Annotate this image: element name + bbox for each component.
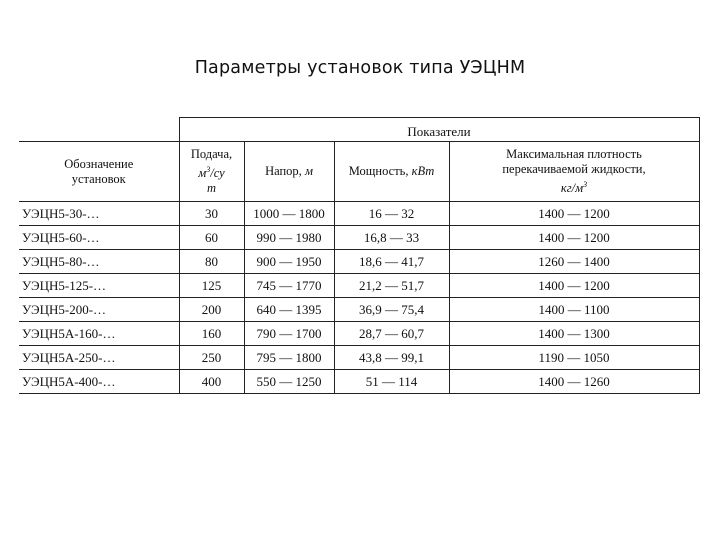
column-header-density bbox=[449, 142, 699, 202]
row-density: 1400 — 1260 bbox=[449, 370, 699, 394]
designation-label-line2: установок bbox=[71, 171, 126, 186]
designation-label-line1: Обозначение bbox=[64, 156, 134, 171]
row-flow: 400 bbox=[179, 370, 244, 394]
row-flow: 250 bbox=[179, 346, 244, 370]
table-row bbox=[19, 346, 699, 370]
group-header-row bbox=[19, 118, 699, 142]
row-head: 900 — 1950 bbox=[244, 250, 334, 274]
flow-label-line1: Подача, bbox=[190, 146, 233, 161]
row-designation: УЭЦН5-125-… bbox=[19, 274, 179, 298]
row-flow: 160 bbox=[179, 322, 244, 346]
row-power: 16 — 32 bbox=[334, 202, 449, 226]
row-density: 1400 — 1100 bbox=[449, 298, 699, 322]
density-label-line1: Максимальная плотность bbox=[506, 146, 642, 161]
row-designation: УЭЦН5А-160-… bbox=[19, 322, 179, 346]
row-head: 990 — 1980 bbox=[244, 226, 334, 250]
row-head: 745 — 1770 bbox=[244, 274, 334, 298]
row-density: 1400 — 1200 bbox=[449, 274, 699, 298]
row-head: 550 — 1250 bbox=[244, 370, 334, 394]
table-row bbox=[19, 298, 699, 322]
table-row bbox=[19, 250, 699, 274]
flow-label-line3: т bbox=[206, 181, 217, 196]
column-header-power: Мощность, кВт bbox=[334, 142, 449, 202]
row-flow: 200 bbox=[179, 298, 244, 322]
row-flow: 60 bbox=[179, 226, 244, 250]
row-density: 1190 — 1050 bbox=[449, 346, 699, 370]
column-header-flow bbox=[179, 142, 244, 202]
row-flow: 30 bbox=[179, 202, 244, 226]
row-head: 790 — 1700 bbox=[244, 322, 334, 346]
flow-label-line2: $м^3/су$ bbox=[198, 164, 225, 181]
density-label-line2: перекачиваемой жидкости, bbox=[502, 161, 646, 176]
row-head: 1000 — 1800 bbox=[244, 202, 334, 226]
table-row bbox=[19, 202, 699, 226]
row-power: 36,9 — 75,4 bbox=[334, 298, 449, 322]
row-designation: УЭЦН5А-250-… bbox=[19, 346, 179, 370]
row-designation: УЭЦН5-80-… bbox=[19, 250, 179, 274]
row-flow: 80 bbox=[179, 250, 244, 274]
row-power: 18,6 — 41,7 bbox=[334, 250, 449, 274]
row-density: 1260 — 1400 bbox=[449, 250, 699, 274]
row-head: 795 — 1800 bbox=[244, 346, 334, 370]
page-title: Параметры установок типа УЭЦНМ bbox=[194, 58, 526, 78]
density-label-line3: $кг/м^3$ bbox=[560, 179, 588, 196]
table-row bbox=[19, 322, 699, 346]
row-flow: 125 bbox=[179, 274, 244, 298]
group-header-indicators: Показатели bbox=[179, 118, 699, 142]
header-corner bbox=[19, 118, 179, 142]
row-power: 21,2 — 51,7 bbox=[334, 274, 449, 298]
row-power: 28,7 — 60,7 bbox=[334, 322, 449, 346]
row-designation: УЭЦН5-60-… bbox=[19, 226, 179, 250]
table-row bbox=[19, 274, 699, 298]
row-density: 1400 — 1200 bbox=[449, 226, 699, 250]
row-head: 640 — 1395 bbox=[244, 298, 334, 322]
column-header-head: Напор, м bbox=[244, 142, 334, 202]
row-power: 16,8 — 33 bbox=[334, 226, 449, 250]
row-density: 1400 — 1200 bbox=[449, 202, 699, 226]
row-designation: УЭЦН5А-400-… bbox=[19, 370, 179, 394]
row-designation: УЭЦН5-200-… bbox=[19, 298, 179, 322]
row-designation: УЭЦН5-30-… bbox=[19, 202, 179, 226]
column-header-designation bbox=[19, 142, 179, 202]
row-density: 1400 — 1300 bbox=[449, 322, 699, 346]
table-row bbox=[19, 226, 699, 250]
parameters-table bbox=[19, 117, 700, 394]
column-header-row bbox=[19, 142, 699, 202]
row-power: 43,8 — 99,1 bbox=[334, 346, 449, 370]
table-row bbox=[19, 370, 699, 394]
row-power: 51 — 114 bbox=[334, 370, 449, 394]
